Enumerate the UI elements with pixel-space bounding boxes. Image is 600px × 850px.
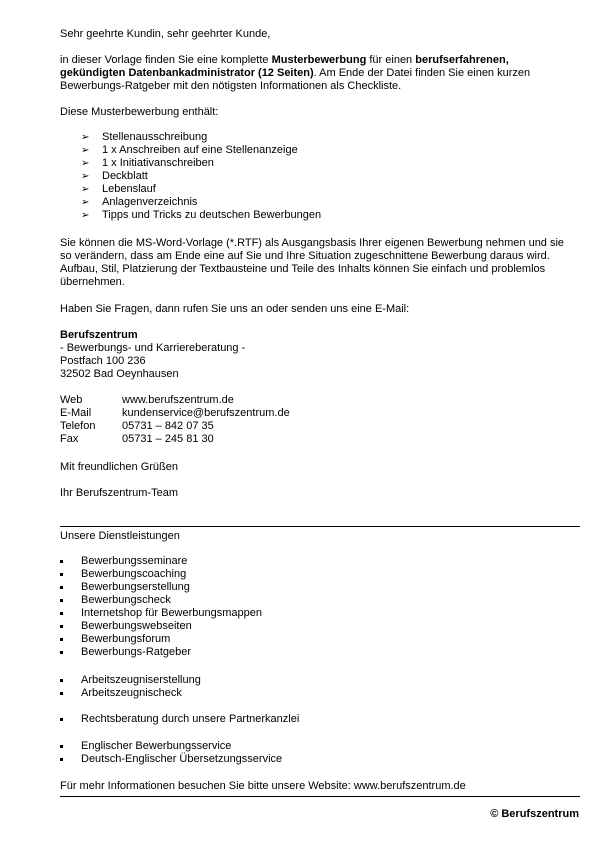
list-item xyxy=(60,607,262,620)
list-item xyxy=(60,687,201,700)
arrow-bullet-icon: ➢ xyxy=(81,145,90,156)
salutation: Sehr geehrte Kundin, sehr geehrter Kunde, xyxy=(60,28,271,40)
list-item-label: Anlagenverzeichnis xyxy=(102,196,198,208)
list-item-label: Lebenslauf xyxy=(102,183,156,195)
contact-label: E-Mail xyxy=(60,407,92,419)
list-item-label: Bewerbungscheck xyxy=(81,594,171,606)
list-item-label: Bewerbungsforum xyxy=(81,633,171,645)
list-item-label: Bewerbungsseminare xyxy=(81,555,188,567)
square-bullet-icon xyxy=(60,560,63,563)
intro-text-2: für einen xyxy=(366,54,416,66)
more-info-line: Für mehr Informationen besuchen Sie bitte unsere Website: www.berufszentrum.de xyxy=(60,780,466,792)
list-item-label: Tipps und Tricks zu deutschen Bewerbungen xyxy=(102,209,322,221)
contents-heading: Diese Musterbewerbung enthält: xyxy=(60,106,219,118)
intro-bold-1: Musterbewerbung xyxy=(271,54,367,66)
list-item-label: Englischer Bewerbungsservice xyxy=(81,740,232,752)
square-bullet-icon xyxy=(60,679,63,682)
square-bullet-icon xyxy=(60,586,63,589)
questions-line: Haben Sie Fragen, dann rufen Sie uns an oder senden uns eine E-Mail: xyxy=(60,303,410,315)
list-item xyxy=(81,144,321,157)
website-link[interactable]: www.berufszentrum.de xyxy=(122,394,234,406)
list-item xyxy=(60,568,262,581)
list-item xyxy=(60,753,282,766)
list-item-label: Deutsch-Englischer Übersetzungsservice xyxy=(81,753,283,765)
list-item-label: Internetshop für Bewerbungsmappen xyxy=(81,607,263,619)
square-bullet-icon xyxy=(60,625,63,628)
list-item-label: Arbeitszeugnischeck xyxy=(81,687,182,699)
list-item-label: Stellenausschreibung xyxy=(102,131,208,143)
intro-text-1: in dieser Vorlage finden Sie eine komplette xyxy=(60,54,272,66)
contact-row-phone xyxy=(60,420,290,433)
divider-top xyxy=(60,526,580,527)
list-item-label: Rechtsberatung durch unsere Partnerkanzlei xyxy=(81,713,300,725)
list-item-label: Bewerbungscoaching xyxy=(81,568,187,580)
square-bullet-icon xyxy=(60,599,63,602)
square-bullet-icon xyxy=(60,573,63,576)
list-item xyxy=(60,633,262,646)
closing: Mit freundlichen Grüßen xyxy=(60,461,178,473)
services-list-english xyxy=(60,740,282,766)
list-item-label: Bewerbungserstellung xyxy=(81,581,190,593)
usage-paragraph: Sie können die MS-Word-Vorlage (*.RTF) als Ausgangsbasis Ihrer eigenen Bewerbung nehmen und sie so verändern, dass am Ende eine auf Sie und Ihre Situation zugeschnittene Bewerbung daraus wird. Aufbau, Stil, Platzierung der Textbausteine und Teile des Inhalts können Sie einfach und problemlos übernehmen. xyxy=(60,237,565,288)
company-subtitle: - Bewerbungs- und Karriereberatung - xyxy=(60,342,246,354)
intro-paragraph xyxy=(60,54,552,93)
city: 32502 Bad Oeynhausen xyxy=(60,368,179,380)
list-item xyxy=(81,196,321,209)
list-item xyxy=(60,713,299,726)
contact-row-fax xyxy=(60,433,290,446)
arrow-bullet-icon: ➢ xyxy=(81,132,90,143)
list-item xyxy=(81,157,321,170)
postbox: Postfach 100 236 xyxy=(60,355,146,367)
arrow-bullet-icon: ➢ xyxy=(81,210,90,221)
list-item-label: Deckblatt xyxy=(102,170,148,182)
arrow-bullet-icon: ➢ xyxy=(81,158,90,169)
list-item xyxy=(60,555,262,568)
copyright: © Berufszentrum xyxy=(490,808,579,820)
list-item xyxy=(60,674,201,687)
intro-bold-2: berufserfahrenen, gekündigten Datenbankadministrator (12 Seiten) xyxy=(60,54,509,79)
square-bullet-icon xyxy=(60,638,63,641)
list-item xyxy=(60,740,282,753)
square-bullet-icon xyxy=(60,718,63,721)
list-item-label: Bewerbungs-Ratgeber xyxy=(81,646,192,658)
services-list-legal xyxy=(60,713,299,726)
intro-text-3: . Am Ende der Datei finden Sie einen kurzen Bewerbungs-Ratgeber mit den nötigsten Informationen als Checkliste. xyxy=(60,67,531,92)
arrow-bullet-icon: ➢ xyxy=(81,197,90,208)
services-list-certificates xyxy=(60,674,201,700)
services-heading: Unsere Dienstleistungen xyxy=(60,530,180,542)
list-item xyxy=(81,131,321,144)
square-bullet-icon xyxy=(60,612,63,615)
contents-list xyxy=(81,131,321,222)
contact-block xyxy=(60,394,290,446)
company-name: Berufszentrum xyxy=(60,329,138,341)
list-item xyxy=(81,170,321,183)
divider-bottom xyxy=(60,796,580,797)
list-item-label: Arbeitszeugniserstellung xyxy=(81,674,201,686)
contact-row-email xyxy=(60,407,290,420)
list-item-label: 1 x Anschreiben auf eine Stellenanzeige xyxy=(102,144,298,156)
list-item xyxy=(60,646,262,659)
phone-value: 05731 – 842 07 35 xyxy=(122,420,214,432)
list-item-label: 1 x Initiativanschreiben xyxy=(102,157,214,169)
address-block xyxy=(60,329,245,381)
square-bullet-icon xyxy=(60,692,63,695)
contact-label: Fax xyxy=(60,433,79,445)
contact-label: Telefon xyxy=(60,420,96,432)
list-item xyxy=(81,209,321,222)
services-list-main xyxy=(60,555,262,659)
list-item xyxy=(60,620,262,633)
square-bullet-icon xyxy=(60,651,63,654)
arrow-bullet-icon: ➢ xyxy=(81,184,90,195)
square-bullet-icon xyxy=(60,758,63,761)
signature: Ihr Berufszentrum-Team xyxy=(60,487,178,499)
list-item-label: Bewerbungswebseiten xyxy=(81,620,192,632)
list-item xyxy=(60,594,262,607)
list-item xyxy=(60,581,262,594)
contact-label: Web xyxy=(60,394,83,406)
square-bullet-icon xyxy=(60,745,63,748)
fax-value: 05731 – 245 81 30 xyxy=(122,433,214,445)
email-link[interactable]: kundenservice@berufszentrum.de xyxy=(122,407,290,419)
contact-row-web xyxy=(60,394,290,407)
arrow-bullet-icon: ➢ xyxy=(81,171,90,182)
list-item xyxy=(81,183,321,196)
